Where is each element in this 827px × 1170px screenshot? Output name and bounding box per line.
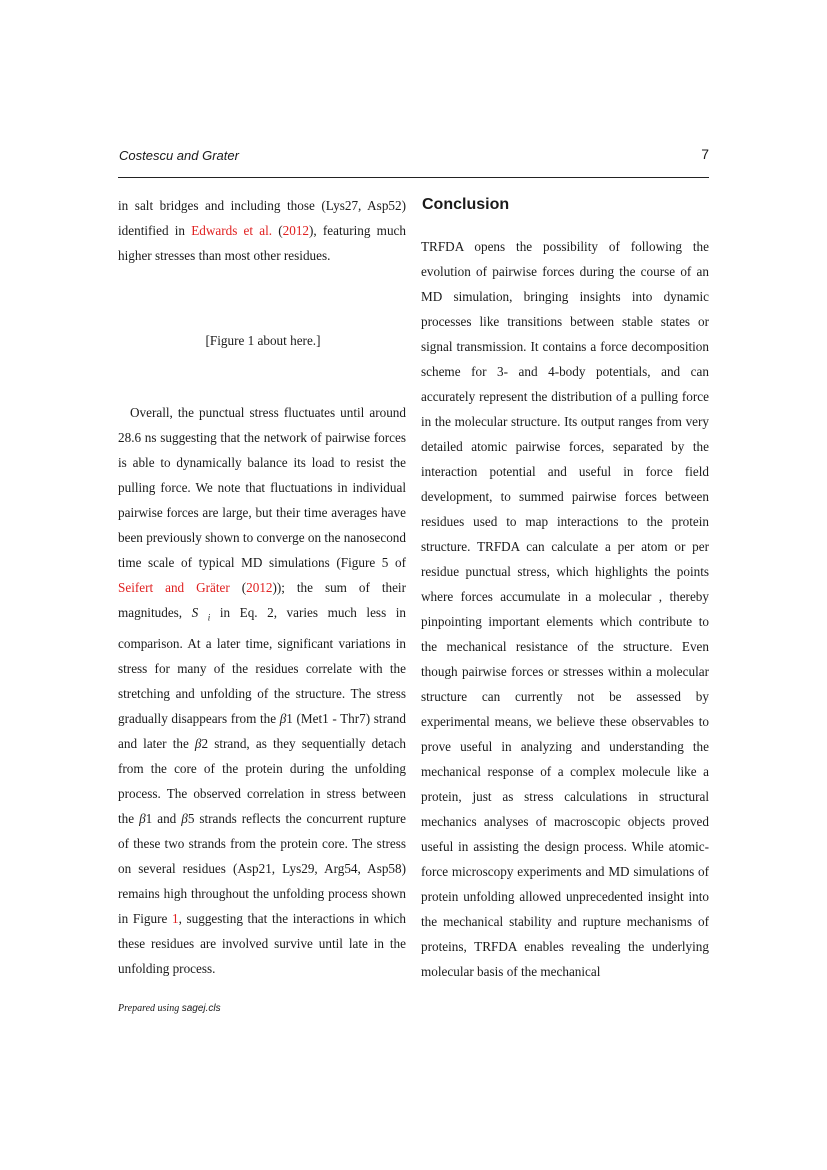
left-column bbox=[118, 193, 406, 981]
math-subscript: i bbox=[207, 612, 211, 623]
footer bbox=[118, 1003, 221, 1014]
paragraph-continued: in salt bridges and including those (Lys27, Asp52) identified in Edwards et al. (2012), featuring much higher stresses than most other residues. bbox=[118, 198, 406, 263]
page-number: 7 bbox=[701, 146, 709, 162]
citation-link-author[interactable]: Seifert and Gräter bbox=[118, 580, 230, 595]
citation-link-year[interactable]: 2012 bbox=[246, 580, 273, 595]
figure-placeholder: [Figure 1 about here.] bbox=[205, 333, 321, 348]
footer-class-file: sagej.cls bbox=[181, 1003, 221, 1014]
right-column bbox=[421, 193, 709, 984]
section-heading-conclusion: Conclusion bbox=[422, 196, 510, 213]
math-symbol: S bbox=[191, 605, 199, 620]
header-rule bbox=[118, 177, 709, 178]
citation-link-year[interactable]: 2012 bbox=[282, 223, 310, 238]
figure-link[interactable]: 1 bbox=[171, 910, 179, 926]
running-header bbox=[118, 146, 709, 166]
running-head-authors: Costescu and Grater bbox=[119, 148, 239, 163]
paragraph-conclusion: TRFDA opens the possibility of following the evolution of pairwise forces during the course of an MD simulation, bringing insights into dynamic processes like transitions between stable states or signal transmission. It contains a force decomposition scheme for 3- and 4-body potentials, and can accurately represent the distribution of a pulling force in the molecular structure. Its output ranges from very detailed atomic pairwise forces, separated by the interaction potential and useful in force field development, to summed pairwise forces between residues used to map interactions to the protein structure. TRFDA can calculate a per atom or per residue punctual stress, which highlights the points where forces accumulate in a molecular , thereby pinpointing important elements which contribute to the mechanical resistance of the structure. Even though pairwise forces or stresses within a molecular structure can currently not be assessed by experimental means, we believe these observables to prove useful in analyzing and understanding the mechanical response of a complex molecule like a protein, just as stress calculations in structural mechanics analyses of macroscopic objects proved useful in assisting the design process. While atomic-force microscopy experiments and MD simulations of protein unfolding allowed unprecedented insight into the mechanical stability and rupture mechanisms of proteins, TRFDA enables revealing the underlying molecular basis of the mechanical bbox=[421, 239, 709, 979]
footer-prepared-using: Prepared using bbox=[118, 1003, 180, 1014]
paragraph-stress: Overall, the punctual stress fluctuates until around 28.6 ns suggesting that the network of pairwise forces is able to dynamically balance its load to resist the pulling force. We note that fluctuations in individual pairwise forces are large, but their time averages have been previously shown to converge on the nanosecond time scale of typical MD simulations (Figure 5 of Seifert and Gräter (2012)); the sum of their magnitudes, S $_i$ in Eq. 2, varies much less in comparison. At a later time, significant variations in stress for many of the residues correlate with the stretching and unfolding of the structure. The stress gradually disappears from the β1 (Met1 - Thr7) strand and later the β2 strand, as they sequentially detach from the core of the protein during the unfolding process. The observed correlation in stress between the β1 and β5 strands reflects the concurrent rupture of these two strands from the protein core. The stress on several residues (Asp21, Lys29, Arg54, Asp58) remains high throughout the unfolding process shown in Figure 1, suggesting that the interactions in which these residues are involved survive until late in the unfolding process. bbox=[118, 405, 406, 976]
citation-link-author[interactable]: Edwards et al. bbox=[191, 223, 273, 238]
